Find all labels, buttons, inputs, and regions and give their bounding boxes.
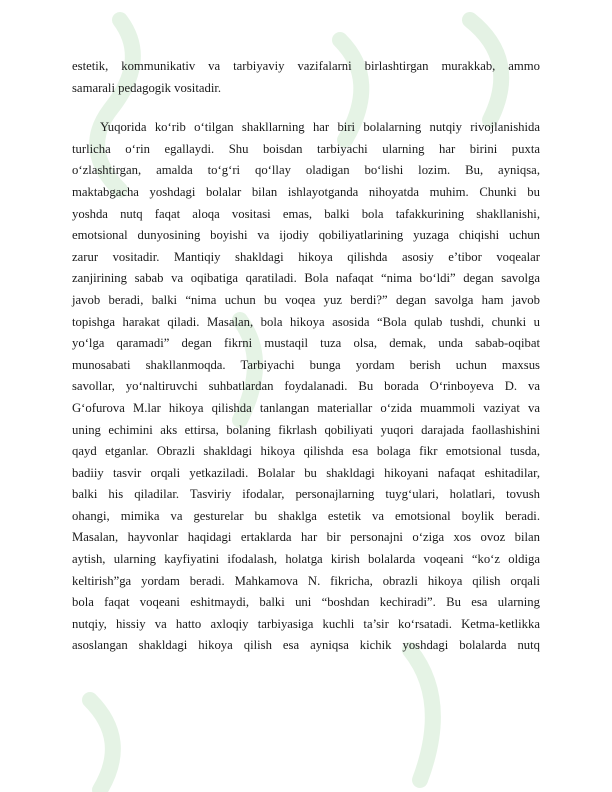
text-line: nutqiy, hissiy va hatto axloqiy tarbiyasiga kuchli ta’sir ko‘rsatadi. Ketma-ketlikka <box>72 616 540 631</box>
text-line: balki his qiladilar. Tasviriy ifodalar, personajlarning tuyg‘ulari, holatlari, tovush <box>72 487 540 502</box>
text-line: Yuqorida ko‘rib o‘tilgan shakllarning har biri bolalarning nutqiy rivojlanishida <box>100 120 540 135</box>
text-line: ohangi, mimika va gesturelar bu shaklga estetik va emotsional boylik beradi. <box>72 508 540 523</box>
paragraph <box>72 117 540 657</box>
text-line: yo‘lga qaramadi” degan fikrni mustaqil tuza olsa, demak, unda sabab-oqibat <box>72 336 540 351</box>
text-line: uning echimini aks ettirsa, bolaning fikrlash qobiliyati yuqori darajada faollashishini <box>72 422 540 437</box>
text-line: javob beradi, balki “nima uchun bu voqea yuz berdi?” degan savolga ham javob <box>72 292 540 307</box>
text-line: badiiy tasvir orqali yetkaziladi. Bolalar bu shakldagi hikoyani nafaqat eshitadilar, <box>72 465 540 480</box>
paragraph <box>72 56 540 99</box>
text-line: qayd etganlar. Obrazli shakldagi hikoya qilishda esa bolaga fikr emotsional tusda, <box>72 444 540 459</box>
text-line: turlicha o‘rin egallaydi. Shu boisdan tarbiyachi ularning har birini puxta <box>72 141 540 156</box>
text-line: keltirish”ga yordam beradi. Mahkamova N. fikricha, obrazli hikoya qilish orqali <box>72 573 540 588</box>
text-line: zarur vositadir. Mantiqiy shakldagi hikoya qilishda asosiy e’tibor voqealar <box>72 249 540 264</box>
text-line: asoslangan shakldagi hikoya qilish esa ayniqsa kichik yoshdagi bolalarda nutq <box>72 638 540 653</box>
text-line: emotsional dunyosining boyishi va ijodiy qobiliyatlarining yuzaga chiqishi uchun <box>72 228 540 243</box>
paragraph-gap <box>72 99 540 117</box>
text-line: bola faqat voqeani eshitmaydi, balki uni “boshdan kechiradi”. Bu esa ularning <box>72 595 540 610</box>
text-line: munosabati shakllanmoqda. Tarbiyachi bunga yordam berish uchun maxsus <box>72 357 540 372</box>
text-line: topishga harakat qiladi. Masalan, bola hikoya asosida “Bola qulab tushdi, chunki u <box>72 314 540 329</box>
document-page <box>72 56 540 657</box>
text-line: samarali pedagogik vositadir. <box>72 80 222 95</box>
text-line: G‘ofurova M.lar hikoya qilishda tanlangan materiallar o‘zida muammoli vaziyat va <box>72 400 540 415</box>
text-line: savollar, yo‘naltiruvchi suhbatlardan foydalanadi. Bu borada O‘rinboyeva D. va <box>72 379 540 394</box>
text-line: yoshda nutq faqat aloqa vositasi emas, balki bola tafakkurining shakllanishi, <box>72 206 540 221</box>
text-line: maktabgacha yoshdagi bolalar bilan ishlayotganda nihoyatda muhim. Chunki bu <box>72 184 540 199</box>
text-line: estetik, kommunikativ va tarbiyaviy vazifalarni birlashtirgan murakkab, ammo <box>72 59 540 73</box>
text-line: o‘zlashtirgan, amalda to‘g‘ri qo‘llay oladigan bo‘lishi lozim. Bu, ayniqsa, <box>72 163 540 178</box>
text-line: Masalan, hayvonlar haqidagi ertaklarda har bir personajni o‘ziga xos ovoz bilan <box>72 530 540 545</box>
text-line: aytish, ularning kayfiyatini ifodalash, holatga kirish bolalarda voqeani “ko‘z oldiga <box>72 552 540 567</box>
text-line: zanjirining sabab va oqibatiga qaratiladi. Bola nafaqat “nima bo‘ldi” degan savolga <box>72 271 540 286</box>
